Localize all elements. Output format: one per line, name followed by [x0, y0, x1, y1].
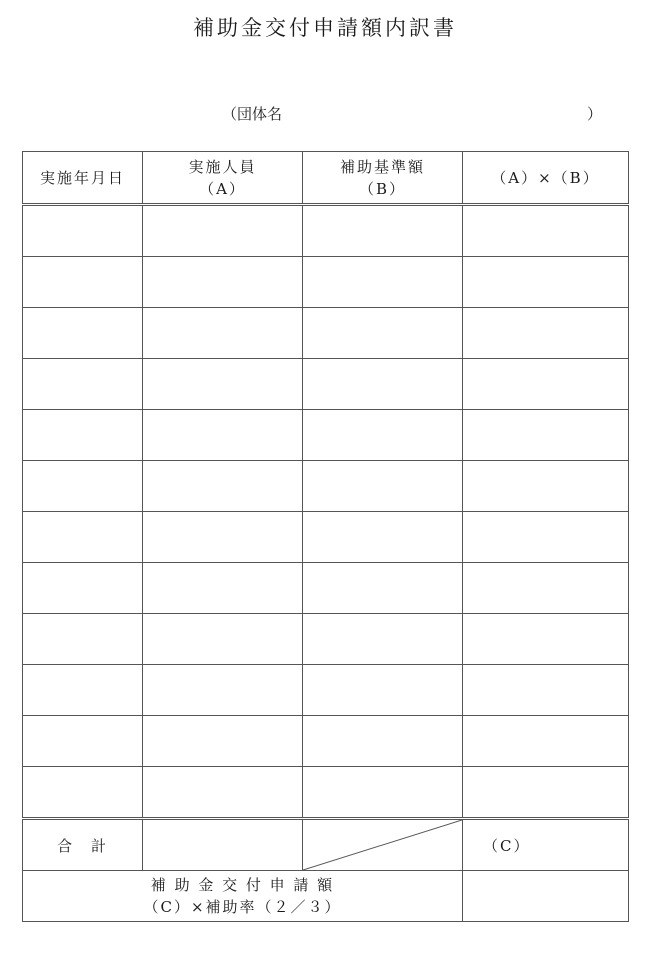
- entry-standard-cell[interactable]: [303, 767, 463, 819]
- entry-people-cell[interactable]: [143, 563, 303, 614]
- table-row: [23, 308, 629, 359]
- subsidy-label: [23, 871, 463, 922]
- entry-standard-cell[interactable]: [303, 257, 463, 308]
- organization-name-label: （団体名: [222, 105, 283, 123]
- entry-people-cell[interactable]: [143, 767, 303, 819]
- subsidy-amount-cell[interactable]: [463, 871, 629, 922]
- header-date: 実施年月日: [23, 152, 143, 205]
- organization-name-line: [222, 103, 602, 125]
- entry-standard-cell[interactable]: [303, 716, 463, 767]
- entry-product-cell[interactable]: [463, 563, 629, 614]
- entry-people-cell[interactable]: [143, 665, 303, 716]
- total-people-cell[interactable]: [143, 819, 303, 871]
- entry-standard-cell[interactable]: [303, 665, 463, 716]
- table-row: [23, 716, 629, 767]
- entry-product-cell[interactable]: [463, 614, 629, 665]
- entry-date-cell[interactable]: [23, 461, 143, 512]
- entry-date-cell[interactable]: [23, 716, 143, 767]
- entry-standard-cell[interactable]: [303, 205, 463, 257]
- subsidy-label-line2: （C）×補助率（２／３）: [143, 898, 342, 916]
- table-row: [23, 359, 629, 410]
- entry-standard-cell[interactable]: [303, 512, 463, 563]
- entry-people-cell[interactable]: [143, 257, 303, 308]
- total-row: [23, 819, 629, 871]
- breakdown-table: [22, 151, 629, 922]
- table-row: [23, 563, 629, 614]
- organization-name-close: ）: [586, 105, 602, 123]
- entry-date-cell[interactable]: [23, 308, 143, 359]
- entry-standard-cell[interactable]: [303, 410, 463, 461]
- entry-standard-cell[interactable]: [303, 614, 463, 665]
- entry-product-cell[interactable]: [463, 410, 629, 461]
- entry-date-cell[interactable]: [23, 410, 143, 461]
- header-row: [23, 152, 629, 205]
- entry-product-cell[interactable]: [463, 359, 629, 410]
- header-people: [143, 152, 303, 205]
- header-standard-mark: （B）: [358, 179, 407, 198]
- entry-product-cell[interactable]: [463, 205, 629, 257]
- entry-people-cell[interactable]: [143, 614, 303, 665]
- table-row: [23, 614, 629, 665]
- entry-date-cell[interactable]: [23, 665, 143, 716]
- table-row: [23, 767, 629, 819]
- entry-date-cell[interactable]: [23, 512, 143, 563]
- entry-date-cell[interactable]: [23, 614, 143, 665]
- entry-product-cell[interactable]: [463, 665, 629, 716]
- entry-people-cell[interactable]: [143, 205, 303, 257]
- entry-people-cell[interactable]: [143, 359, 303, 410]
- entry-people-cell[interactable]: [143, 512, 303, 563]
- header-product: （A）×（B）: [463, 152, 629, 205]
- table-row: [23, 512, 629, 563]
- subsidy-label-line1: 補 助 金 交 付 申 請 額: [150, 876, 335, 894]
- table-row: [23, 257, 629, 308]
- entry-people-cell[interactable]: [143, 410, 303, 461]
- total-c-cell[interactable]: （C）: [463, 819, 629, 871]
- entry-product-cell[interactable]: [463, 767, 629, 819]
- header-standard-label: 補助基準額: [339, 157, 425, 176]
- total-label: 合 計: [23, 819, 143, 871]
- header-people-mark: （A）: [199, 179, 246, 198]
- entry-product-cell[interactable]: [463, 308, 629, 359]
- table-row: [23, 461, 629, 512]
- table-row: [23, 205, 629, 257]
- entry-people-cell[interactable]: [143, 308, 303, 359]
- entry-date-cell[interactable]: [23, 257, 143, 308]
- entry-date-cell[interactable]: [23, 563, 143, 614]
- entry-standard-cell[interactable]: [303, 563, 463, 614]
- entry-standard-cell[interactable]: [303, 308, 463, 359]
- entry-product-cell[interactable]: [463, 512, 629, 563]
- header-people-label: 実施人員: [188, 157, 257, 176]
- entry-people-cell[interactable]: [143, 461, 303, 512]
- entry-date-cell[interactable]: [23, 205, 143, 257]
- entry-people-cell[interactable]: [143, 716, 303, 767]
- table-row: [23, 665, 629, 716]
- header-standard: [303, 152, 463, 205]
- document-title: 補助金交付申請額内訳書: [193, 16, 457, 40]
- entry-product-cell[interactable]: [463, 257, 629, 308]
- diagonal-line: [303, 820, 462, 870]
- entry-standard-cell[interactable]: [303, 461, 463, 512]
- entry-standard-cell[interactable]: [303, 359, 463, 410]
- entry-product-cell[interactable]: [463, 461, 629, 512]
- total-standard-cell-diagonal: [303, 819, 463, 871]
- entry-date-cell[interactable]: [23, 767, 143, 819]
- table-row: [23, 410, 629, 461]
- subsidy-row: [23, 871, 629, 922]
- entry-date-cell[interactable]: [23, 359, 143, 410]
- entry-product-cell[interactable]: [463, 716, 629, 767]
